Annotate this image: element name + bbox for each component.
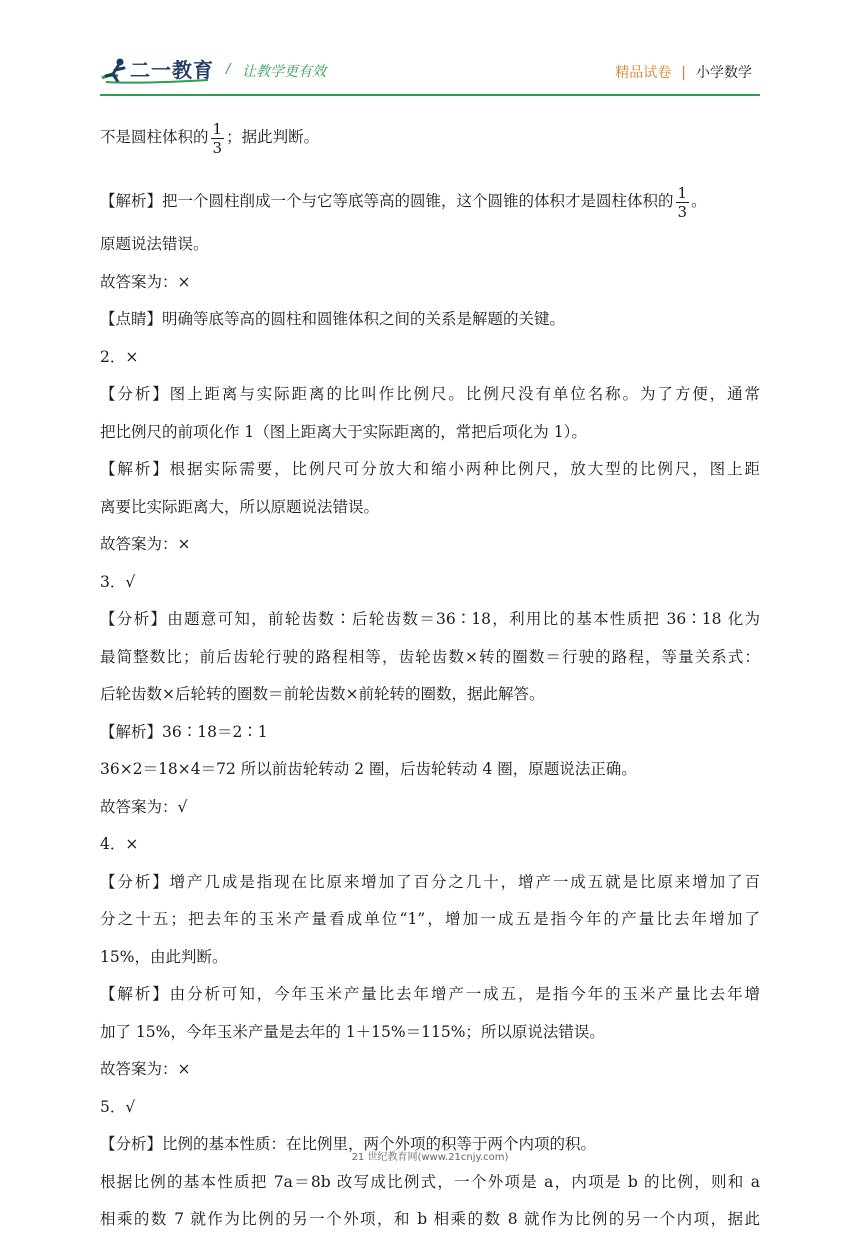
logo-text: 二一教育: [130, 58, 214, 82]
text-line: 【解析】根据实际需要，比例尺可分放大和缩小两种比例尺，放大型的比例尺，图上距: [100, 460, 760, 478]
page-header: [100, 50, 760, 90]
header-divider: [100, 94, 760, 96]
text-segment: 不是圆柱体积的: [100, 128, 209, 146]
header-separator: |: [681, 65, 686, 81]
document-body: [100, 112, 760, 1239]
text-line: 【分析】由题意可知，前轮齿数∶后轮齿数＝36∶18，利用比的基本性质把 36∶18 化为: [100, 610, 760, 628]
text-segment: 【解析】把一个圆柱削成一个与它等底等高的圆锥，这个圆锥的体积才是圆柱体积的: [100, 192, 674, 210]
header-slogan: 让教学更有效: [242, 64, 326, 80]
fraction-one-third: [211, 120, 225, 157]
text-line: 后轮齿数×后轮转的圈数＝前轮齿数×前轮转的圈数，据此解答。: [100, 685, 545, 703]
text-line: 36×2＝18×4＝72 所以前齿轮转动 2 圈，后齿轮转动 4 圈，原题说法正确。: [100, 760, 637, 778]
text-line: 【解析】由分析可知，今年玉米产量比去年增产一成五，是指今年的玉米产量比去年增: [100, 985, 760, 1003]
question-number: 2．×: [100, 347, 139, 366]
answer-line: 故答案为：√: [100, 797, 188, 816]
question-number: 4．×: [100, 835, 139, 853]
page-footer: 21 世纪教育网(www.21cnjy.com): [351, 1152, 509, 1163]
text-line: [100, 112, 760, 162]
text-line: 【分析】增产几成是指现在比原来增加了百分之几十，增产一成五就是比原来增加了百: [100, 872, 760, 891]
fraction-one-third: [676, 184, 690, 221]
text-line: 相乘的数 7 就作为比例的另一个外项，和 b 相乘的数 8 就作为比例的另一个内项，据此: [100, 1210, 760, 1228]
answer-line: 故答案为：×: [100, 272, 191, 291]
header-slash: /: [226, 62, 231, 77]
question-number: 3．√: [100, 572, 136, 591]
text-line: 15%，由此判断。: [100, 947, 228, 966]
text-line: 加了 15%，今年玉米产量是去年的 1＋15%＝115%；所以原说法错误。: [100, 1022, 605, 1041]
answer-line: 故答案为：×: [100, 535, 191, 553]
question-number: 5．√: [100, 1097, 136, 1116]
text-segment: 。: [691, 192, 707, 210]
text-line: 原题说法错误。: [100, 235, 209, 253]
header-subject: 小学数学: [696, 65, 752, 81]
text-line: 离要比实际距离大，所以原题说法错误。: [100, 497, 380, 516]
fraction-numerator: 1: [677, 183, 688, 202]
fraction-numerator: 1: [212, 119, 223, 138]
text-line: 根据比例的基本性质把 7a＝8b 改写成比例式，一个外项是 a，内项是 b 的比例，则和 a: [100, 1172, 760, 1191]
text-line: 【分析】比例的基本性质：在比例里，两个外项的积等于两个内项的积。: [100, 1135, 597, 1153]
text-line: 【解析】36∶18＝2∶1: [100, 722, 268, 741]
header-right: [615, 62, 752, 82]
text-line: 【分析】图上距离与实际距离的比叫作比例尺。比例尺没有单位名称。为了方便，通常: [100, 385, 760, 403]
answer-line: 故答案为：×: [100, 1060, 191, 1078]
text-line: 分之十五；把去年的玉米产量看成单位“1”，增加一成五是指今年的产量比去年增加了: [100, 910, 760, 928]
text-line: [100, 176, 760, 226]
text-line: 最简整数比；前后齿轮行驶的路程相等，齿轮齿数×转的圈数＝行驶的路程，等量关系式：: [100, 647, 760, 666]
fraction-denominator: 3: [677, 202, 688, 221]
text-line: 把比例尺的前项化作 1（图上距离大于实际距离的，常把后项化为 1）。: [100, 422, 587, 441]
text-line: 【点睛】明确等底等高的圆柱和圆锥体积之间的关系是解题的关键。: [100, 310, 566, 328]
fraction-denominator: 3: [212, 138, 223, 157]
header-tag: 精品试卷: [615, 65, 672, 81]
text-segment: ；据此判断。: [226, 128, 320, 146]
